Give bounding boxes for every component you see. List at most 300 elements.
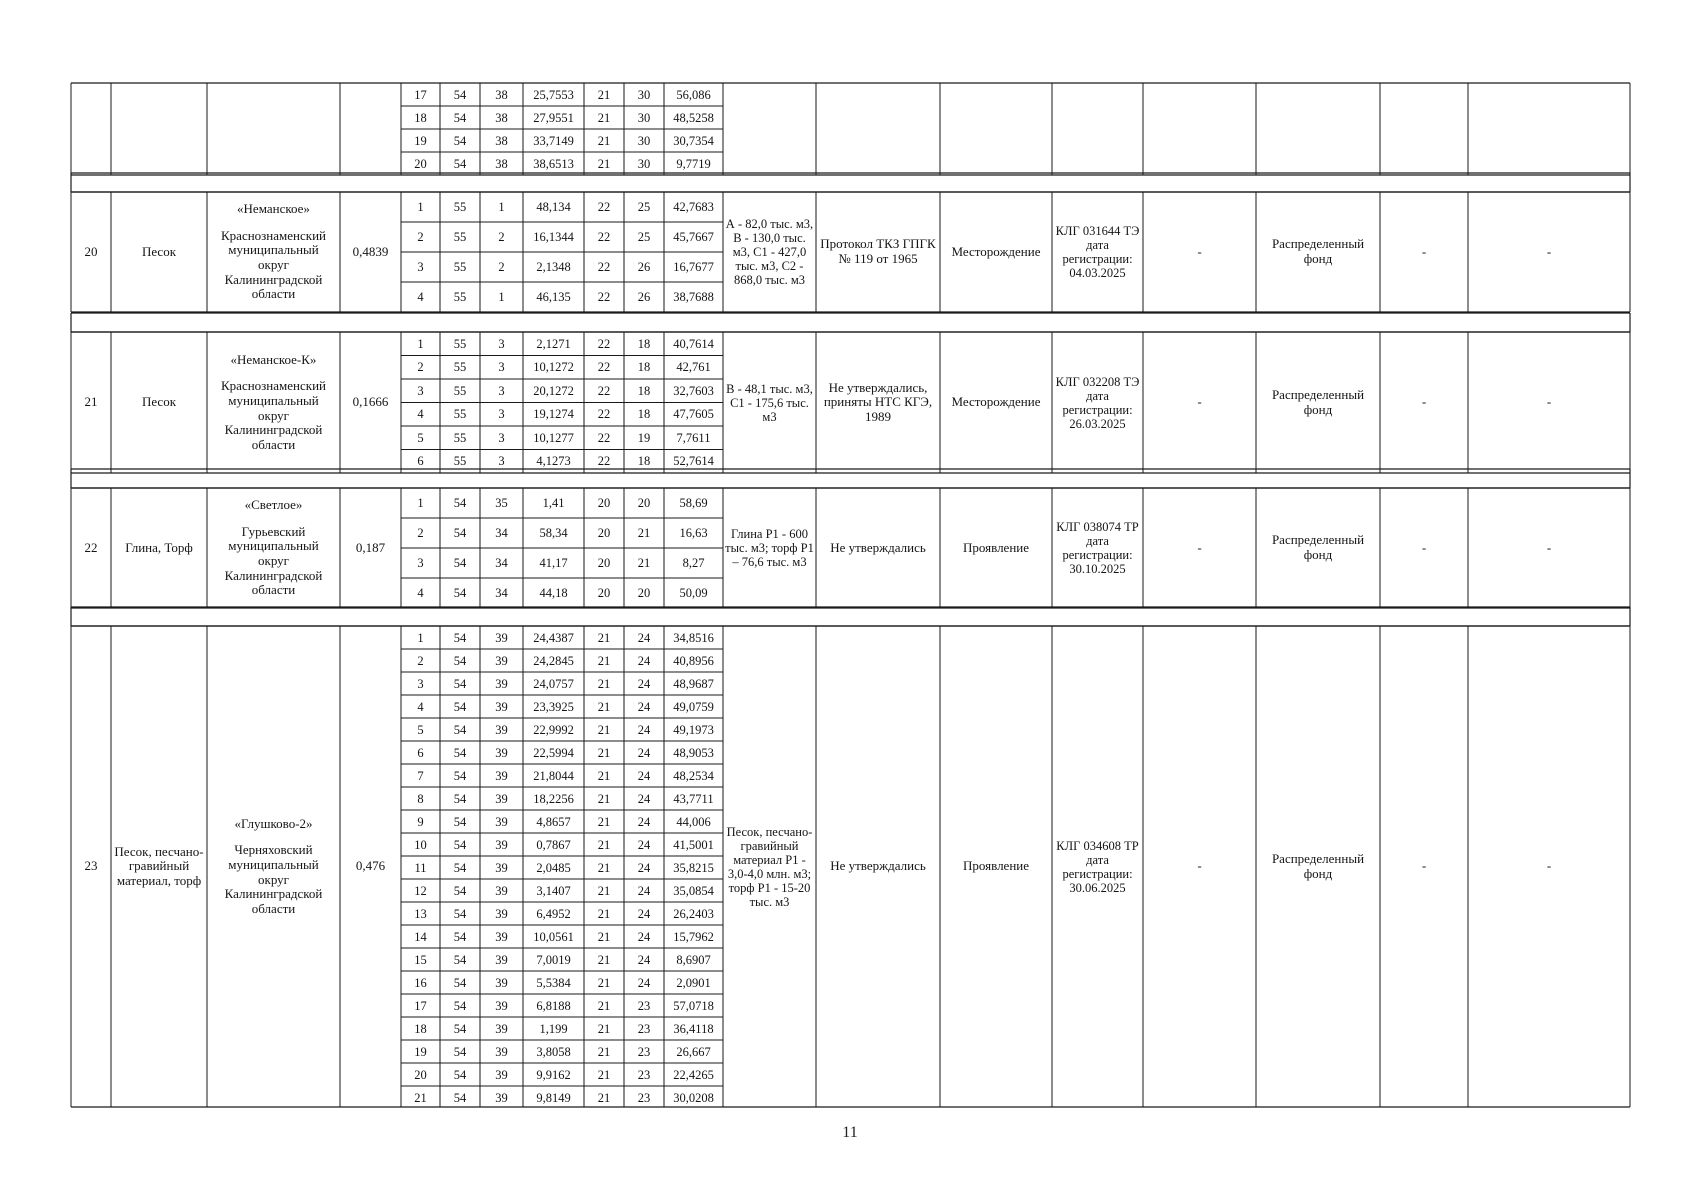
- point-cell: 54: [453, 586, 467, 600]
- point-cell: 3: [417, 383, 424, 398]
- district-line: области: [251, 286, 296, 302]
- point-cell: 49,1973: [673, 722, 714, 737]
- point-cell: 16,7677: [673, 260, 714, 274]
- point-cell: 54: [453, 837, 467, 852]
- deposit-name-cell: [209, 332, 338, 473]
- point-cell: 24: [637, 814, 651, 829]
- point-cell: 20: [637, 586, 651, 600]
- point-cell: 39: [495, 768, 508, 783]
- dash-cell: -: [1421, 858, 1427, 874]
- dash-cell: -: [1546, 394, 1552, 410]
- point-cell: 42,761: [676, 360, 711, 375]
- point-cell: 6: [417, 745, 424, 760]
- point-cell: 3: [498, 383, 505, 398]
- point-cell: 39: [495, 929, 508, 944]
- point-cell: 24: [637, 906, 651, 921]
- point-cell: 30: [637, 110, 651, 125]
- point-cell: 0,7867: [536, 837, 571, 852]
- point-cell: 18: [414, 1021, 427, 1036]
- point-cell: 54: [453, 1090, 467, 1105]
- point-cell: 20: [597, 526, 611, 540]
- point-cell: 48,9053: [673, 745, 714, 760]
- point-cell: 55: [453, 200, 467, 214]
- point-cell: 39: [495, 1021, 508, 1036]
- point-cell: 6,8188: [536, 998, 571, 1013]
- dash-cell: -: [1197, 243, 1202, 259]
- point-cell: 24: [637, 952, 651, 967]
- point-cell: 24: [637, 653, 651, 668]
- license-text: КЛГ 031644 ТЭ дата регистрации: 04.03.2025: [1055, 224, 1140, 280]
- point-cell: 21: [597, 699, 611, 714]
- point-cell: 22: [597, 336, 611, 351]
- point-cell: 34: [495, 556, 508, 570]
- district-line: Черняховский: [234, 842, 313, 858]
- point-cell: 54: [453, 133, 467, 148]
- point-cell: 38,7688: [673, 290, 714, 304]
- point-cell: 58,34: [539, 526, 568, 540]
- point-cell: 55: [453, 290, 467, 304]
- point-cell: 19: [414, 1044, 427, 1059]
- point-cell: 2,1271: [536, 336, 571, 351]
- point-cell: 19: [414, 133, 427, 148]
- point-cell: 2: [498, 230, 505, 244]
- point-cell: 39: [495, 630, 508, 645]
- point-cell: 54: [453, 745, 467, 760]
- point-cell: 25: [637, 230, 651, 244]
- point-cell: 24: [637, 883, 651, 898]
- point-cell: 21: [414, 1090, 427, 1105]
- point-cell: 38: [495, 110, 508, 125]
- point-cell: 16,63: [679, 526, 708, 540]
- point-cell: 39: [495, 791, 508, 806]
- point-cell: 2,0901: [676, 975, 711, 990]
- point-cell: 3,8058: [536, 1044, 571, 1059]
- point-cell: 2: [417, 653, 424, 668]
- point-cell: 5: [417, 430, 424, 445]
- group-number: 22: [84, 539, 98, 555]
- point-cell: 26: [637, 290, 651, 304]
- point-cell: 22: [597, 360, 611, 375]
- point-cell: 57,0718: [673, 998, 714, 1013]
- point-cell: 1: [417, 630, 424, 645]
- point-cell: 24: [637, 860, 651, 875]
- point-cell: 27,9551: [533, 110, 574, 125]
- district-line: муниципальный: [228, 242, 319, 258]
- point-cell: 24: [637, 745, 651, 760]
- point-cell: 21: [637, 556, 651, 570]
- point-cell: 39: [495, 1067, 508, 1082]
- point-cell: 56,086: [676, 87, 711, 102]
- point-cell: 54: [453, 526, 467, 540]
- dash-cell: -: [1197, 858, 1202, 874]
- point-cell: 24: [637, 630, 651, 645]
- point-cell: 24: [637, 676, 651, 691]
- point-cell: 40,7614: [673, 336, 714, 351]
- point-cell: 1: [417, 496, 424, 510]
- point-cell: 2,0485: [536, 860, 571, 875]
- point-cell: 26: [637, 260, 651, 274]
- point-cell: 20: [597, 556, 611, 570]
- point-cell: 54: [453, 906, 467, 921]
- point-cell: 21: [597, 745, 611, 760]
- point-cell: 55: [453, 407, 467, 422]
- point-cell: 3: [417, 260, 424, 274]
- point-cell: 26,2403: [673, 906, 714, 921]
- point-cell: 39: [495, 676, 508, 691]
- point-cell: 21: [597, 860, 611, 875]
- point-cell: 54: [453, 496, 467, 510]
- deposit-name-cell: [209, 488, 338, 608]
- point-cell: 39: [495, 837, 508, 852]
- point-cell: 2: [417, 526, 424, 540]
- point-cell: 21: [597, 814, 611, 829]
- point-cell: 10,1272: [533, 360, 574, 375]
- point-cell: 21: [597, 676, 611, 691]
- point-cell: 1: [498, 290, 505, 304]
- point-cell: 55: [453, 336, 467, 351]
- point-cell: 12: [414, 883, 427, 898]
- point-cell: 21: [597, 837, 611, 852]
- point-cell: 21: [597, 1090, 611, 1105]
- district-line: Калининградской: [224, 567, 323, 583]
- point-cell: 13: [414, 906, 427, 921]
- point-cell: 20: [597, 496, 611, 510]
- area-value: 0,187: [355, 539, 386, 555]
- point-cell: 39: [495, 814, 508, 829]
- point-cell: 26,667: [676, 1044, 711, 1059]
- fund-status: Распределенный фонд: [1271, 850, 1365, 881]
- point-cell: 2: [417, 360, 424, 375]
- point-cell: 24: [637, 837, 651, 852]
- district-line: округ: [258, 407, 289, 423]
- point-cell: 18: [637, 383, 651, 398]
- point-cell: 23: [637, 1090, 651, 1105]
- object-type: Проявление: [962, 539, 1030, 555]
- district-line: Калининградской: [224, 422, 323, 438]
- point-cell: 54: [453, 768, 467, 783]
- point-cell: 3: [498, 430, 505, 445]
- point-cell: 30: [637, 87, 651, 102]
- point-cell: 35,8215: [673, 860, 714, 875]
- reserves-text: Глина Р1 - 600 тыс. м3; торф Р1 – 76,6 тыс. м3: [725, 527, 814, 569]
- point-cell: 55: [453, 260, 467, 274]
- dash-cell: -: [1421, 539, 1427, 555]
- point-cell: 25,7553: [533, 87, 574, 102]
- point-cell: 21: [597, 1044, 611, 1059]
- point-cell: 54: [453, 952, 467, 967]
- district-line: Калининградской: [224, 886, 323, 902]
- deposit-name: «Неманское-К»: [230, 351, 317, 367]
- point-cell: 3: [498, 454, 505, 469]
- deposit-name: «Глушково-2»: [234, 815, 313, 831]
- approval-text: Не утверждались: [830, 858, 926, 874]
- dash-cell: -: [1421, 243, 1427, 259]
- point-cell: 39: [495, 998, 508, 1013]
- point-cell: 44,006: [676, 814, 711, 829]
- point-cell: 54: [453, 630, 467, 645]
- point-cell: 18: [637, 454, 651, 469]
- point-cell: 41,17: [539, 556, 568, 570]
- point-cell: 24,4387: [533, 630, 574, 645]
- point-cell: 2: [417, 230, 424, 244]
- point-cell: 24: [637, 975, 651, 990]
- point-cell: 24: [637, 768, 651, 783]
- point-cell: 36,4118: [673, 1021, 714, 1036]
- point-cell: 54: [453, 110, 467, 125]
- mineral-type: Глина, Торф: [125, 539, 193, 555]
- point-cell: 54: [453, 87, 467, 102]
- area-value: 0,4839: [352, 243, 389, 259]
- point-cell: 55: [453, 454, 467, 469]
- point-cell: 24: [637, 699, 651, 714]
- license-text: КЛГ 038074 ТР дата регистрации: 30.10.2025: [1056, 520, 1139, 576]
- point-cell: 45,7667: [673, 230, 714, 244]
- point-cell: 21,8044: [533, 768, 574, 783]
- point-cell: 38: [495, 156, 508, 171]
- point-cell: 54: [453, 1044, 467, 1059]
- area-value: 0,1666: [352, 394, 389, 410]
- point-cell: 22: [597, 454, 611, 469]
- point-cell: 20: [597, 586, 611, 600]
- approval-text: Не утверждались: [830, 539, 926, 555]
- fund-status: Распределенный фонд: [1271, 532, 1365, 562]
- point-cell: 22: [597, 407, 611, 422]
- point-cell: 3: [417, 556, 424, 570]
- point-cell: 20: [414, 1067, 427, 1082]
- point-cell: 34: [495, 526, 508, 540]
- point-cell: 3: [498, 407, 505, 422]
- point-cell: 24,0757: [533, 676, 574, 691]
- point-cell: 30,0208: [673, 1090, 714, 1105]
- point-cell: 7,7611: [676, 430, 711, 445]
- point-cell: 20: [414, 156, 427, 171]
- point-cell: 4,8657: [536, 814, 571, 829]
- point-cell: 23: [637, 1044, 651, 1059]
- point-cell: 35,0854: [673, 883, 714, 898]
- point-cell: 4: [417, 699, 424, 714]
- approval-text: Протокол ТКЗ ГПГК № 119 от 1965: [820, 236, 936, 266]
- reserves-text: А - 82,0 тыс. м3, В - 130,0 тыс. м3, С1 - 427,0 тыс. м3, С2 - 868,0 тыс. м3: [725, 217, 814, 287]
- point-cell: 54: [453, 653, 467, 668]
- point-cell: 22: [597, 383, 611, 398]
- object-type: Месторождение: [951, 243, 1041, 259]
- point-cell: 54: [453, 814, 467, 829]
- point-cell: 20: [637, 496, 651, 510]
- point-cell: 54: [453, 998, 467, 1013]
- point-cell: 21: [597, 998, 611, 1013]
- point-cell: 30: [637, 156, 651, 171]
- point-cell: 55: [453, 230, 467, 244]
- deposit-name: «Неманское»: [237, 201, 310, 217]
- point-cell: 23: [637, 1067, 651, 1082]
- point-cell: 8,27: [682, 556, 705, 570]
- point-cell: 47,7605: [673, 407, 714, 422]
- point-cell: 19: [637, 430, 651, 445]
- area-value: 0,476: [355, 858, 386, 874]
- point-cell: 46,135: [536, 290, 571, 304]
- point-cell: 9,8149: [536, 1090, 571, 1105]
- point-cell: 24: [637, 791, 651, 806]
- point-cell: 43,7711: [673, 791, 714, 806]
- point-cell: 55: [453, 430, 467, 445]
- page-number: 11: [842, 1124, 858, 1141]
- point-cell: 54: [453, 556, 467, 570]
- point-cell: 10: [414, 837, 427, 852]
- license-text: КЛГ 034608 ТР дата регистрации: 30.06.2025: [1056, 838, 1139, 895]
- point-cell: 21: [597, 133, 611, 148]
- point-cell: 21: [597, 630, 611, 645]
- object-type: Проявление: [962, 858, 1030, 874]
- point-cell: 24,2845: [533, 653, 574, 668]
- point-cell: 9,9162: [536, 1067, 571, 1082]
- point-cell: 21: [597, 722, 611, 737]
- object-type: Месторождение: [951, 394, 1041, 410]
- point-cell: 7: [417, 768, 424, 783]
- point-cell: 48,9687: [673, 676, 714, 691]
- point-cell: 1: [417, 336, 424, 351]
- point-cell: 38: [495, 133, 508, 148]
- approval-text: Не утверждались, приняты НТС КГЭ, 1989: [823, 379, 933, 424]
- point-cell: 2: [498, 260, 505, 274]
- district-line: муниципальный: [228, 538, 319, 554]
- district-line: округ: [258, 553, 289, 568]
- point-cell: 48,2534: [673, 768, 714, 783]
- district-line: Калининградской: [224, 271, 323, 287]
- deposit-name-cell: [209, 192, 338, 312]
- point-cell: 44,18: [539, 586, 568, 600]
- point-cell: 54: [453, 883, 467, 898]
- point-cell: 6: [417, 454, 424, 469]
- point-cell: 39: [495, 860, 508, 875]
- fund-status: Распределенный фонд: [1271, 236, 1365, 266]
- point-cell: 40,8956: [673, 653, 714, 668]
- point-cell: 22,5994: [533, 745, 574, 760]
- point-cell: 4: [417, 586, 424, 600]
- point-cell: 48,134: [536, 200, 571, 214]
- point-cell: 15: [414, 952, 427, 967]
- point-cell: 1,199: [539, 1021, 568, 1036]
- district-line: Краснознаменский: [221, 227, 326, 243]
- point-cell: 21: [597, 1067, 611, 1082]
- district-line: округ: [258, 871, 289, 887]
- deposit-name: «Светлое»: [244, 497, 303, 513]
- point-cell: 22,9992: [533, 722, 574, 737]
- point-cell: 30,7354: [673, 133, 714, 148]
- point-cell: 3,1407: [536, 883, 571, 898]
- point-cell: 18: [637, 336, 651, 351]
- point-cell: 9: [417, 814, 424, 829]
- point-cell: 38: [495, 87, 508, 102]
- point-cell: 49,0759: [673, 699, 714, 714]
- point-cell: 14: [414, 929, 427, 944]
- point-cell: 54: [453, 676, 467, 691]
- point-cell: 32,7603: [673, 383, 714, 398]
- point-cell: 54: [453, 975, 467, 990]
- point-cell: 9,7719: [676, 156, 711, 171]
- point-cell: 23: [637, 998, 651, 1013]
- point-cell: 18: [637, 407, 651, 422]
- point-cell: 39: [495, 653, 508, 668]
- group-number: 23: [84, 858, 98, 874]
- point-cell: 55: [453, 360, 467, 375]
- point-cell: 20,1272: [533, 383, 574, 398]
- district-line: Краснознаменский: [221, 378, 326, 394]
- point-cell: 16: [414, 975, 427, 990]
- point-cell: 21: [597, 975, 611, 990]
- point-cell: 54: [453, 929, 467, 944]
- point-cell: 30: [637, 133, 651, 148]
- point-cell: 54: [453, 1067, 467, 1082]
- point-cell: 21: [597, 883, 611, 898]
- point-cell: 6,4952: [536, 906, 571, 921]
- point-cell: 35: [495, 496, 508, 510]
- point-cell: 15,7962: [673, 929, 714, 944]
- group-number: 21: [84, 394, 98, 410]
- point-cell: 21: [597, 952, 611, 967]
- point-cell: 21: [597, 110, 611, 125]
- district-line: области: [251, 582, 296, 598]
- point-cell: 38,6513: [533, 156, 574, 171]
- district-line: муниципальный: [228, 856, 319, 872]
- point-cell: 10,0561: [533, 929, 574, 944]
- point-cell: 21: [597, 1021, 611, 1036]
- point-cell: 7,0019: [536, 952, 571, 967]
- point-cell: 39: [495, 699, 508, 714]
- point-cell: 50,09: [679, 586, 708, 600]
- point-cell: 4: [417, 407, 424, 422]
- dash-cell: -: [1546, 858, 1552, 874]
- point-cell: 21: [597, 87, 611, 102]
- point-cell: 23: [637, 1021, 651, 1036]
- point-cell: 42,7683: [673, 200, 714, 214]
- point-cell: 18: [637, 360, 651, 375]
- point-cell: 17: [414, 998, 427, 1013]
- point-cell: 21: [597, 156, 611, 171]
- point-cell: 22,4265: [673, 1067, 714, 1082]
- point-cell: 22: [597, 290, 611, 304]
- point-cell: 25: [637, 200, 651, 214]
- point-cell: 4,1273: [536, 454, 571, 469]
- point-cell: 18,2256: [533, 791, 574, 806]
- point-cell: 34,8516: [673, 630, 714, 645]
- point-cell: 39: [495, 906, 508, 921]
- point-cell: 8,6907: [676, 952, 711, 967]
- point-cell: 22: [597, 200, 611, 214]
- point-cell: 55: [453, 383, 467, 398]
- point-cell: 54: [453, 722, 467, 737]
- point-cell: 21: [637, 526, 651, 540]
- point-cell: 22: [597, 260, 611, 274]
- point-cell: 11: [414, 860, 427, 875]
- point-cell: 1: [417, 200, 424, 214]
- point-cell: 5,5384: [536, 975, 571, 990]
- point-cell: 54: [453, 156, 467, 171]
- point-cell: 54: [453, 699, 467, 714]
- point-cell: 21: [597, 653, 611, 668]
- district-line: муниципальный: [228, 392, 319, 408]
- point-cell: 4: [417, 290, 424, 304]
- point-cell: 39: [495, 975, 508, 990]
- reserves-text: Песок, песчано-гравийный материал Р1 - 3,0-4,0 млн. м3; торф Р1 - 15-20 тыс. м3: [726, 824, 813, 909]
- fund-status: Распределенный фонд: [1271, 386, 1365, 417]
- point-cell: 10,1277: [533, 430, 574, 445]
- dash-cell: -: [1546, 539, 1552, 555]
- group-number: 20: [84, 243, 98, 259]
- point-cell: 21: [597, 791, 611, 806]
- dash-cell: -: [1197, 394, 1202, 410]
- point-cell: 22: [597, 230, 611, 244]
- reserves-text: В - 48,1 тыс. м3, С1 - 175,6 тыс. м3: [726, 381, 813, 424]
